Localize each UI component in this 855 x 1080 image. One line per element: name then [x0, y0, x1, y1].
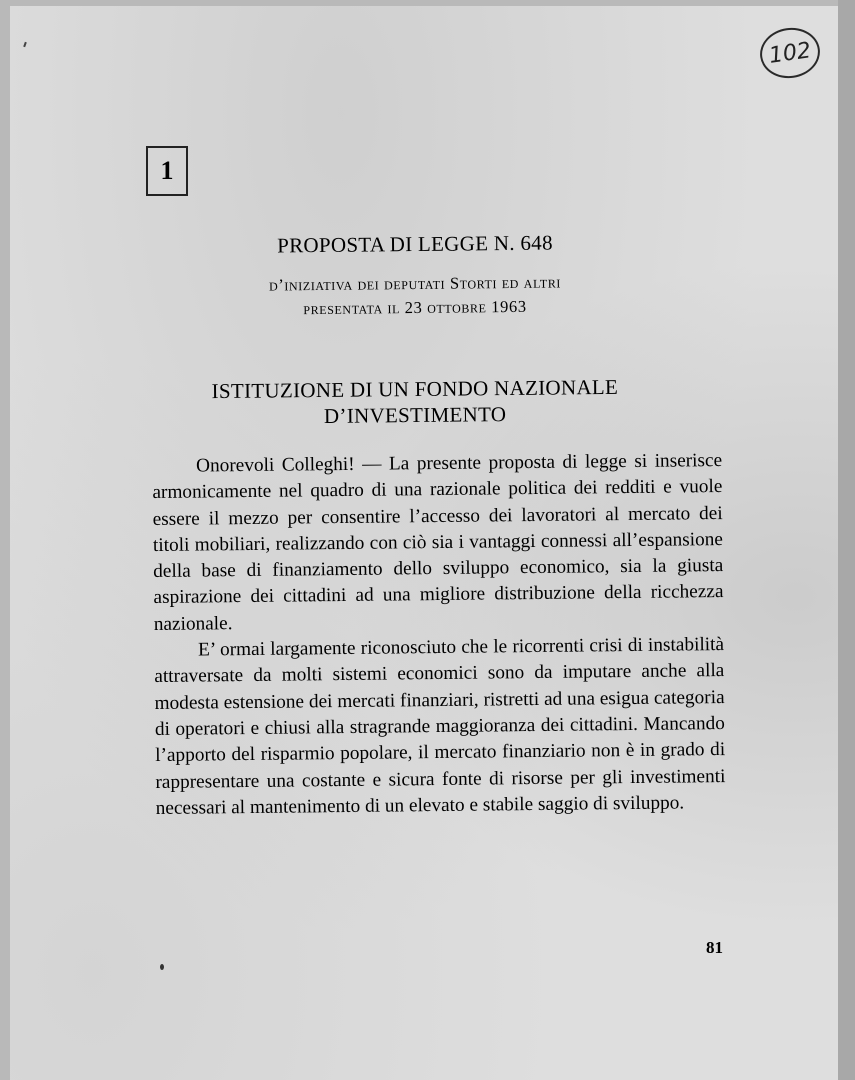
handwritten-page-annotation: 102 [757, 24, 823, 82]
body-paragraph-1: Onorevoli Colleghi! — La presente proposta di legge si inserisce armonicamente nel quadro di una razionale politica dei redditi e vuole essere il mezzo per consentire l’accesso dei lavoratori al mercato dei titoli mobiliari, realizzando con ciò sia i vantaggi connessi all’espansione della base di finanziamento dello sviluppo economico, sia la giusta aspirazione dei cittadini ad una migliore distribuzione della ricchezza nazionale. [152, 450, 724, 635]
scan-edge [838, 0, 855, 1080]
body-paragraph-2: E’ ormai largamente riconosciuto che le ricorrenti crisi di instabilità attraversate da molti sistemi economici sono da imputare anche alla modesta estensione dei mercati finanziari, ristretti ad una esigua categoria di operatori e chiusi alla stragrande maggioranza dei cittadini. Mancando l’apporto del risparmio popolare, il mercato finanziario non è in grado di rappresentare una costante e sicura fonte di risorse per gli investimenti necessari al mantenimento di un elevato e stabile saggio di sviluppo. [154, 634, 726, 819]
document-number-box: 1 [146, 146, 188, 196]
page-number: 81 [706, 938, 723, 957]
initiative-line: d’iniziativa dei deputati Storti ed altri [268, 272, 562, 295]
law-proposal-heading: PROPOSTA DI LEGGE N. 648 [277, 230, 553, 258]
document-title-line-2: D’INVESTIMENTO [323, 402, 507, 428]
document-title [130, 373, 701, 431]
presented-date-line: presentata il 23 ottobre 1963 [303, 296, 527, 319]
scan-mark [23, 42, 27, 47]
document-title-line-1: ISTITUZIONE DI UN FONDO NAZIONALE [211, 374, 619, 404]
scan-speck [160, 964, 164, 970]
body-text [152, 448, 726, 822]
